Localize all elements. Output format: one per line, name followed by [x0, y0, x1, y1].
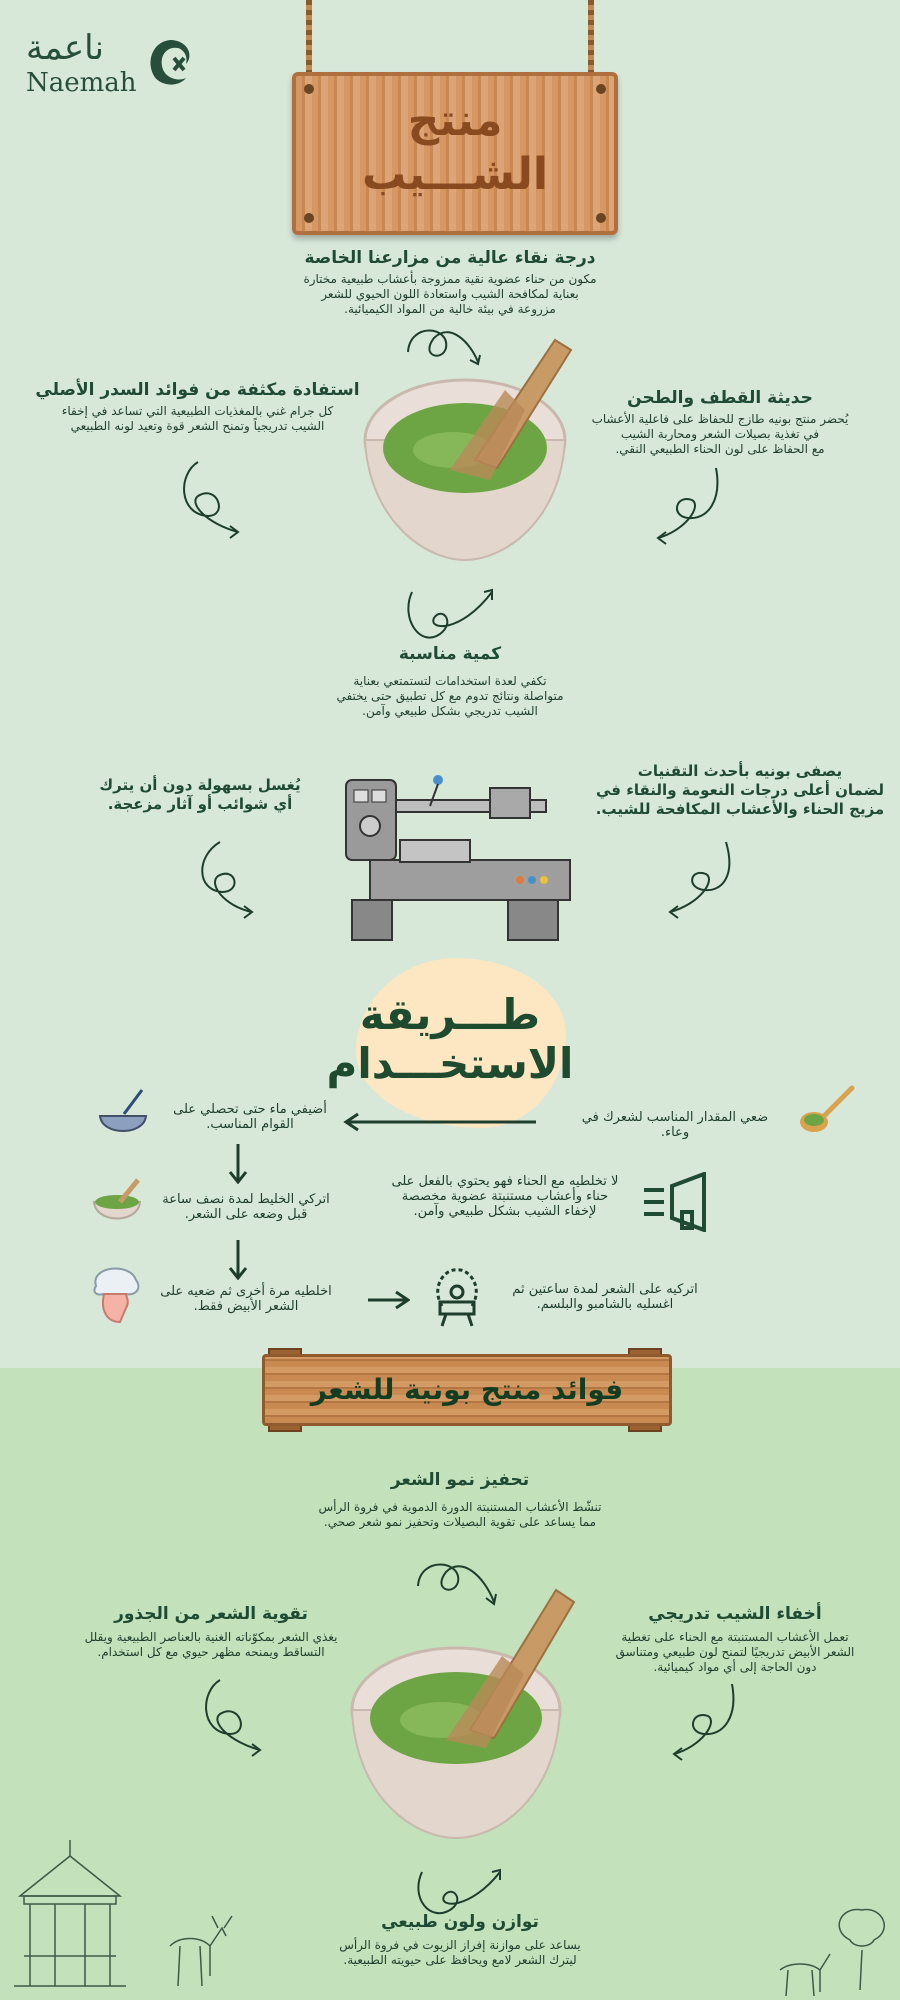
megaphone-icon [642, 1172, 722, 1232]
feature-text: مكون من حناء عضوية نقية ممزوجة بأعشاب طبيعية مختارة بعناية لمكافحة الشيب واستعادة اللون الحيوي للشعر مزروعة في بيئة خالية من المواد الكيميائية. [303, 272, 597, 316]
tree-deer-sketch-image [770, 1900, 900, 2000]
benefit-roots [56, 1604, 366, 1660]
benefit-balance [300, 1912, 620, 1968]
feature-filtered: يصفى بونيه بأحدث التقنيات لضمان أعلى درجات النعومة والنقاء في مزيج الحناء والأعشاب المكافحة للشيب. [595, 762, 885, 818]
logo-english: Naemah [26, 68, 137, 98]
bowl-icon [90, 1178, 146, 1228]
usage-step-4: اخلطيه مرة أخرى ثم ضعيه على الشعر الأبيض فقط. [160, 1284, 332, 1314]
feature-title: درجة نقاء عالية من مزارعنا الخاصة [304, 248, 596, 268]
feature-text: يُحضر منتج بونيه طازج للحفاظ على فاعلية الأعشاب في تغذية بصيلات الشعر ومحاربة الشيب مع الحفاظ على لون الحناء الطبيعي النقي. [591, 412, 849, 456]
feature-washes: يُغسل بسهولة دون أن يترك أي شوائب أو آثار مزعجة. [99, 776, 301, 813]
curved-arrow-icon [400, 322, 490, 382]
benefit-hide [590, 1604, 880, 1675]
machine-image [340, 770, 590, 946]
benefit-text: يساعد على موازنة إفراز الزيوت في فروة الرأس ليترك الشعر لامع ويحافظ على حيويته الطبيعية. [339, 1938, 581, 1967]
sign-title-line1: منتج [407, 95, 503, 146]
hair-dryer-icon [426, 1266, 488, 1328]
arrow-left-icon [342, 1112, 540, 1132]
curved-arrow-icon [168, 454, 248, 544]
sign-rope-left [306, 0, 312, 80]
benefits-title: فوائد منتج بونية للشعر [310, 1373, 624, 1406]
feature-title: كمية مناسبة [398, 644, 502, 664]
feature-fresh [570, 388, 870, 457]
curved-arrow-icon [410, 1556, 510, 1620]
benefit-text: تنشّط الأعشاب المستنبتة الدورة الدموية في فروة الرأس مما يساعد على تقوية البصيلات وتحفيز نمو شعر صحي. [318, 1500, 602, 1529]
benefit-growth [300, 1470, 620, 1530]
feature-text: كل جرام غني بالمغذيات الطبيعية التي تساعد في إخفاء الشيب تدريجياً وتمنح الشعر قوة وتعيد لونه الطبيعي [61, 404, 334, 433]
benefits-banner [262, 1354, 672, 1426]
sign-rope-right [588, 0, 594, 80]
arrow-down-icon [228, 1238, 248, 1280]
curved-arrow-icon [662, 1676, 742, 1766]
usage-step-1: ضعي المقدار المناسب لشعرك في وعاء. [581, 1110, 769, 1140]
usage-step-5: اتركيه على الشعر لمدة ساعتين ثم اغسليه بالشامبو والبلسم. [512, 1282, 698, 1312]
usage-title: طـــريقة الاستخـــدام [326, 990, 574, 1088]
sign-title-line2: الشـــيب [361, 149, 549, 200]
hair-cap-icon [86, 1262, 146, 1326]
arrow-right-icon [366, 1290, 410, 1310]
logo-mark-icon [138, 34, 202, 94]
arrow-down-icon [228, 1142, 248, 1184]
spoon-icon [796, 1082, 856, 1138]
curved-arrow-icon [660, 836, 740, 922]
logo-arabic: ناعمة [26, 28, 104, 68]
feature-title: حديثة القطف والطحن [627, 388, 813, 408]
feature-purity [270, 248, 630, 317]
logo [26, 28, 206, 108]
usage-note: لا تخلطيه مع الحناء فهو يحتوي بالفعل على حناء وأعشاب مستنبتة عضوية مخصصة لإخفاء الشيب بشكل طبيعي وآمن. [391, 1174, 619, 1219]
gazebo-sketch-image [0, 1836, 240, 2000]
benefit-title: تقوية الشعر من الجذور [114, 1604, 308, 1624]
feature-title: استفادة مكثفة من فوائد السدر الأصلي [35, 380, 360, 400]
usage-step-3: اتركي الخليط لمدة نصف ساعة قبل وضعه على الشعر. [162, 1192, 330, 1222]
feature-amount [300, 644, 600, 719]
benefit-text: تعمل الأعشاب المستنبتة مع الحناء على تغطية الشعر الأبيض تدريجيًا لتمنح لون طبيعي ومتناسق دون الحاجة إلى أي مواد كيميائية. [615, 1630, 855, 1674]
benefit-text: يغذي الشعر بمكوّناته الغنية بالعناصر الطبيعية ويقلل التساقط ويمنحه مظهر حيوي مع كل استخدام. [84, 1630, 338, 1659]
benefit-title: أخفاء الشيب تدريجي [648, 1604, 822, 1624]
curved-arrow-icon [190, 836, 260, 922]
curved-arrow-icon [190, 1672, 270, 1762]
mixing-bowl-icon [96, 1086, 150, 1142]
curved-arrow-icon [646, 460, 726, 550]
feature-text: تكفي لعدة استخدامات لتستمتعي بعناية متواصلة ونتائج تدوم مع كل تطبيق حتى يختفي الشيب تدريجي بشكل طبيعي وآمن. [336, 674, 564, 718]
title-sign [292, 72, 618, 235]
benefit-title: توازن ولون طبيعي [381, 1912, 539, 1932]
usage-step-2: أضيفي ماء حتى تحصلي على القوام المناسب. [173, 1102, 327, 1132]
feature-nutrients [20, 380, 375, 434]
curved-arrow-icon [400, 578, 500, 648]
benefit-title: تحفيز نمو الشعر [390, 1470, 530, 1490]
